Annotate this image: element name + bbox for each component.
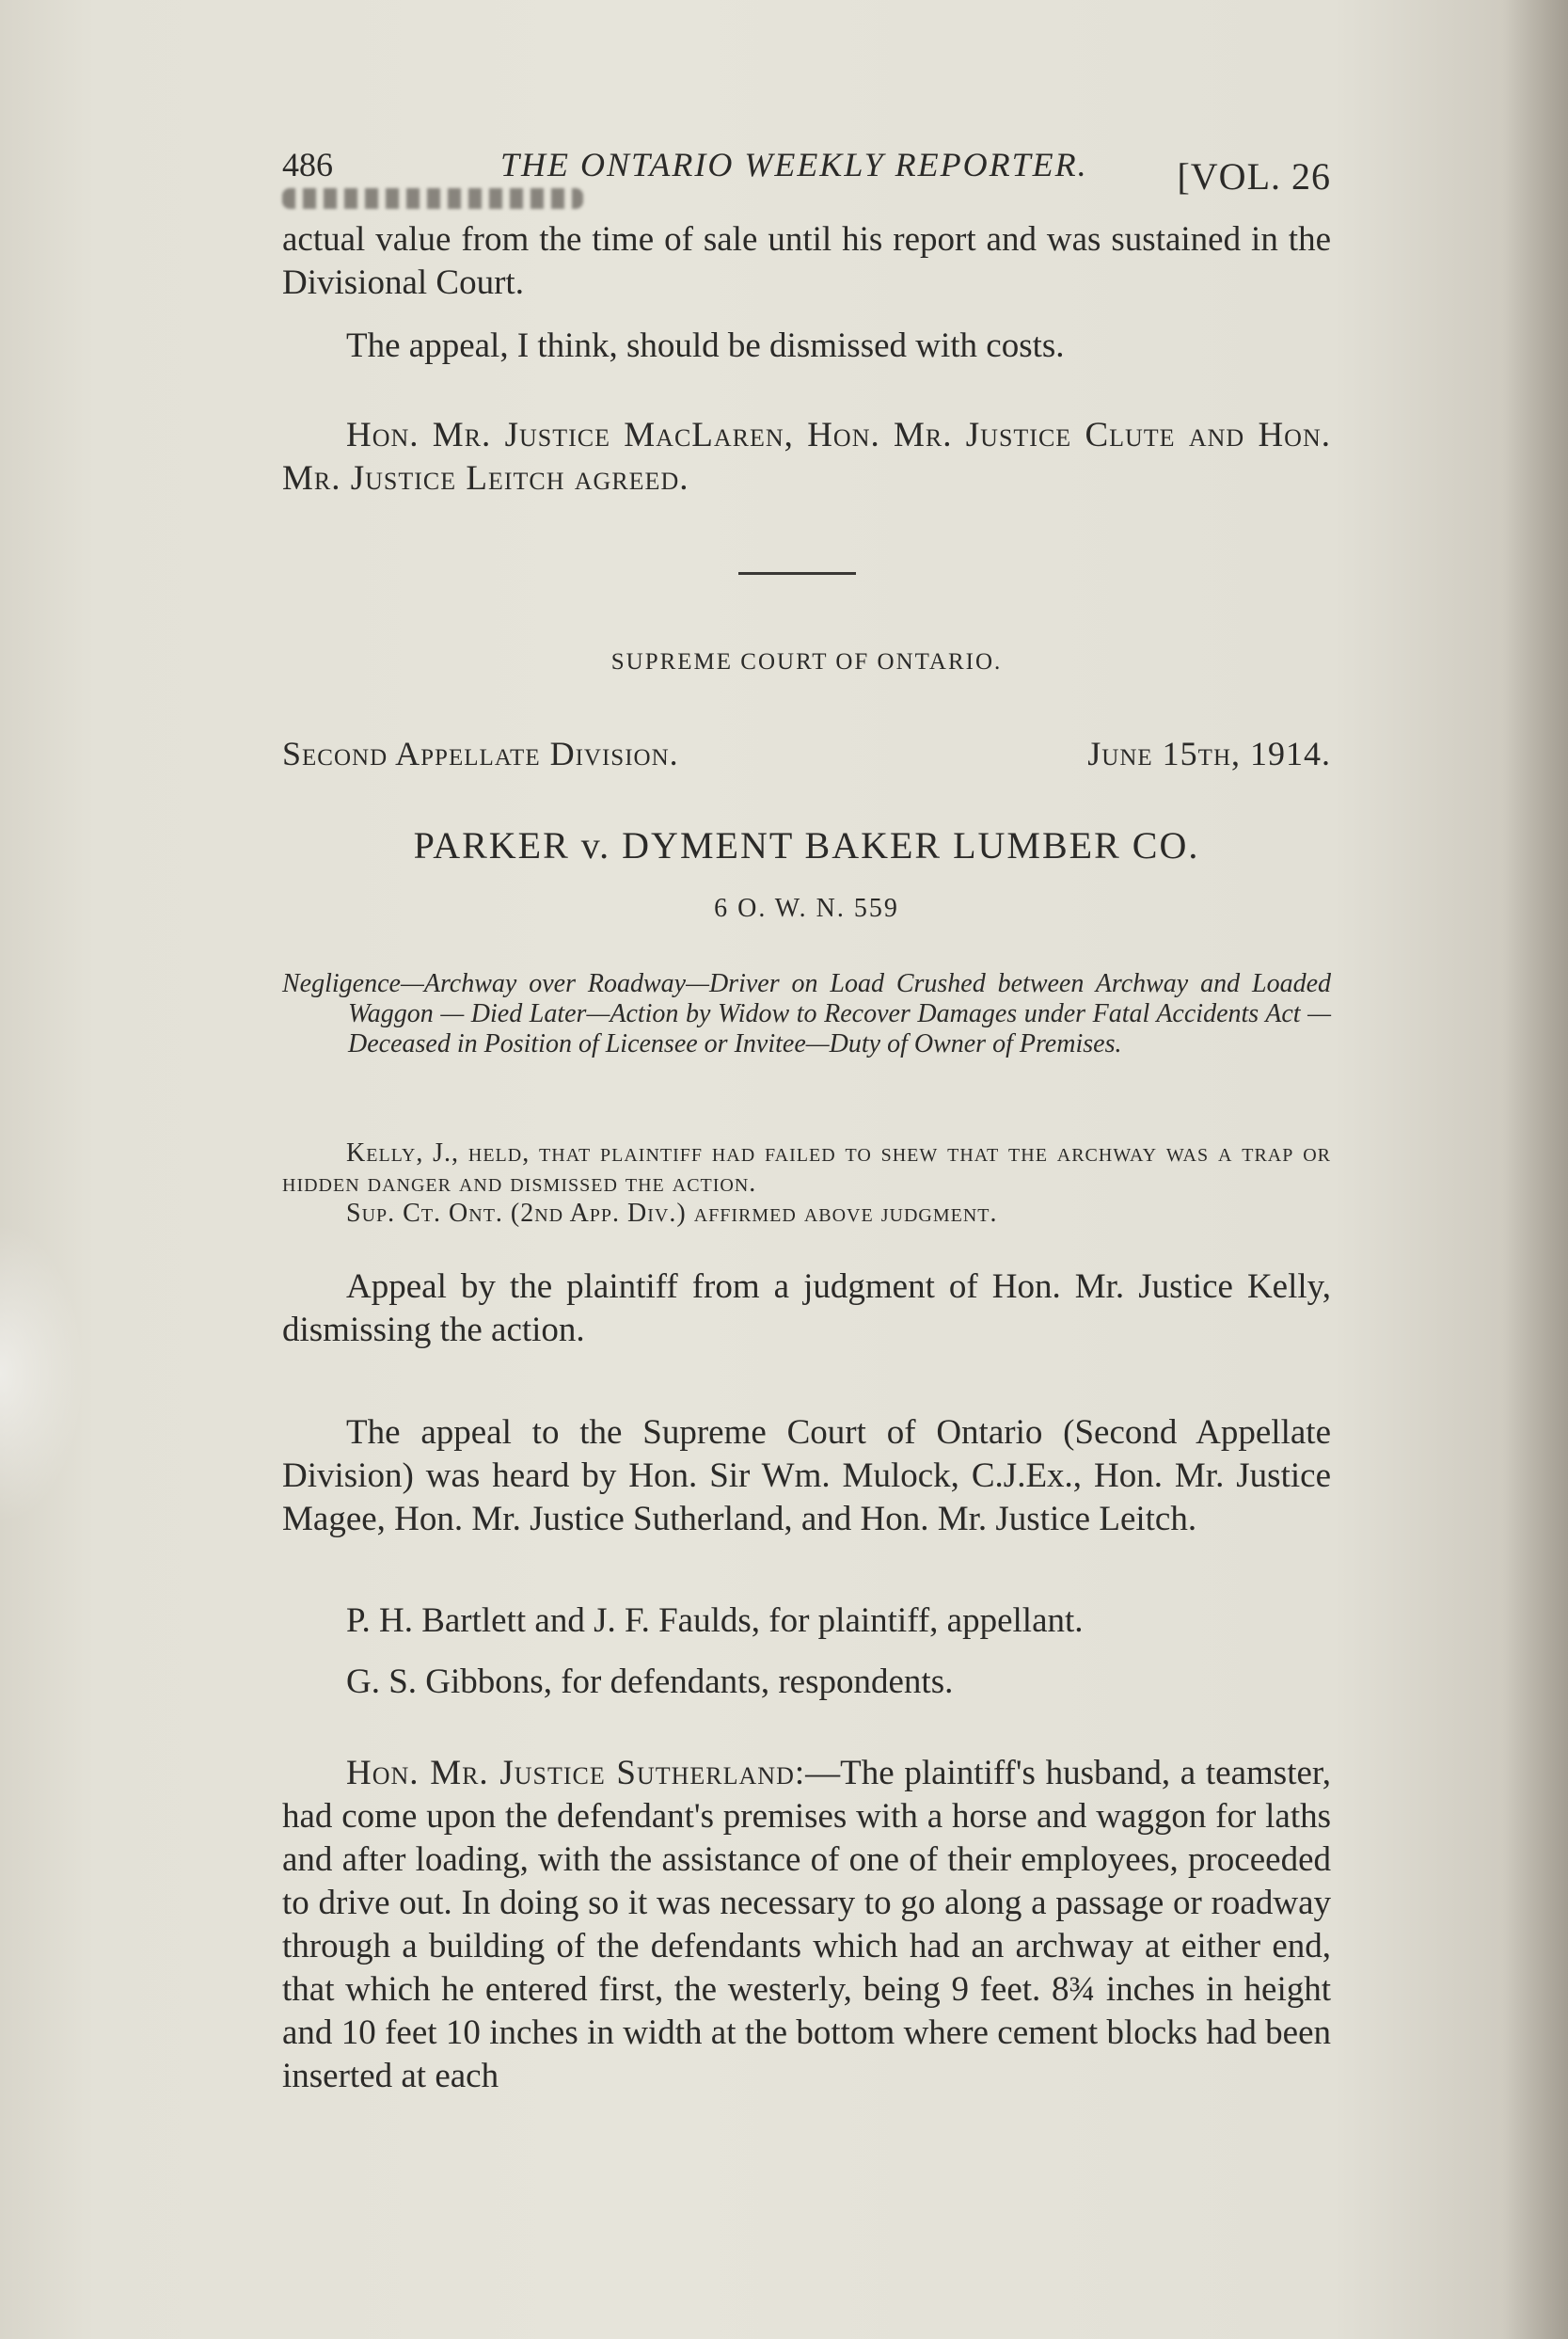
paper-fold-highlight	[0, 1223, 85, 1524]
held-summary	[282, 1138, 1331, 1229]
judgment-paragraph	[282, 1752, 1331, 2098]
spine-shadow	[1502, 0, 1568, 2339]
prior-case-conclusion: The appeal, I think, should be dismissed with costs.	[346, 326, 1065, 365]
headnote	[282, 969, 1331, 1059]
judgment-text: —The plaintiff's husband, a teamster, had come upon the defendant's premises with a horse and waggon for laths and after loading, with the assistance of one of their employees, proceeded to drive out. In doing so it was necessary to go along a passage or roadway through a building of the defendants which had an archway at either end, that which he entered first, the westerly, being 9 feet. 8¾ inches in height and 10 feet 10 inches in width at the bottom where cement blocks had been inserted at each	[282, 1754, 1331, 2095]
appeal-statement: Appeal by the plaintiff from a judgment of Hon. Mr. Justice Kelly, dismissing the action.	[282, 1267, 1331, 1349]
section-divider	[738, 572, 856, 575]
affirmed-text: Sup. Ct. Ont. (2nd App. Div.) affirmed above judgment.	[346, 1199, 998, 1228]
case-title: PARKER v. DYMENT BAKER LUMBER CO.	[413, 824, 1200, 867]
court-heading: SUPREME COURT OF ONTARIO.	[610, 649, 1003, 675]
counsel-plaintiff: P. H. Bartlett and J. F. Faulds, for plaintiff, appellant.	[346, 1601, 1084, 1640]
case-citation: 6 O. W. N. 559	[714, 894, 899, 923]
counsel-defendant: G. S. Gibbons, for defendants, respondents.	[346, 1663, 954, 1701]
division-name: Second Appellate Division.	[282, 735, 679, 772]
page-number: 486	[282, 146, 333, 183]
prior-case-continuation: actual value from the time of sale until his report and was sustained in the Divisional Court.	[282, 220, 1331, 302]
division-line	[282, 734, 1331, 781]
ink-smudge	[282, 188, 583, 209]
judge-name: Hon. Mr. Justice Sutherland:	[346, 1754, 806, 1792]
decision-date: June 15th, 1914.	[1087, 735, 1331, 772]
headnote-text: Negligence—Archway over Roadway—Driver on Load Crushed between Archway and Loaded Waggon — Died Later—Action by Widow to Recover Damages under Fatal Accidents Act — Deceased in Position of Licensee or Invitee—Duty of Owner of Premises.	[282, 969, 1331, 1058]
running-title: THE ONTARIO WEEKLY REPORTER.	[500, 146, 1088, 183]
heard-by-statement: The appeal to the Supreme Court of Ontario (Second Appellate Division) was heard by Hon. Sir Wm. Mulock, C.J.Ex., Hon. Mr. Justice Magee, Hon. Mr. Justice Sutherland, and Hon. Mr. Justice Leitch.	[282, 1413, 1331, 1538]
volume-label: [VOL. 26	[1177, 155, 1331, 198]
prior-case-agreement: Hon. Mr. Justice MacLaren, Hon. Mr. Justice Clute and Hon. Mr. Justice Leitch agreed.	[282, 416, 1331, 498]
held-text: Kelly, J., held, that plaintiff had failed to shew that the archway was a trap or hidden danger and dismissed the action.	[282, 1138, 1331, 1198]
